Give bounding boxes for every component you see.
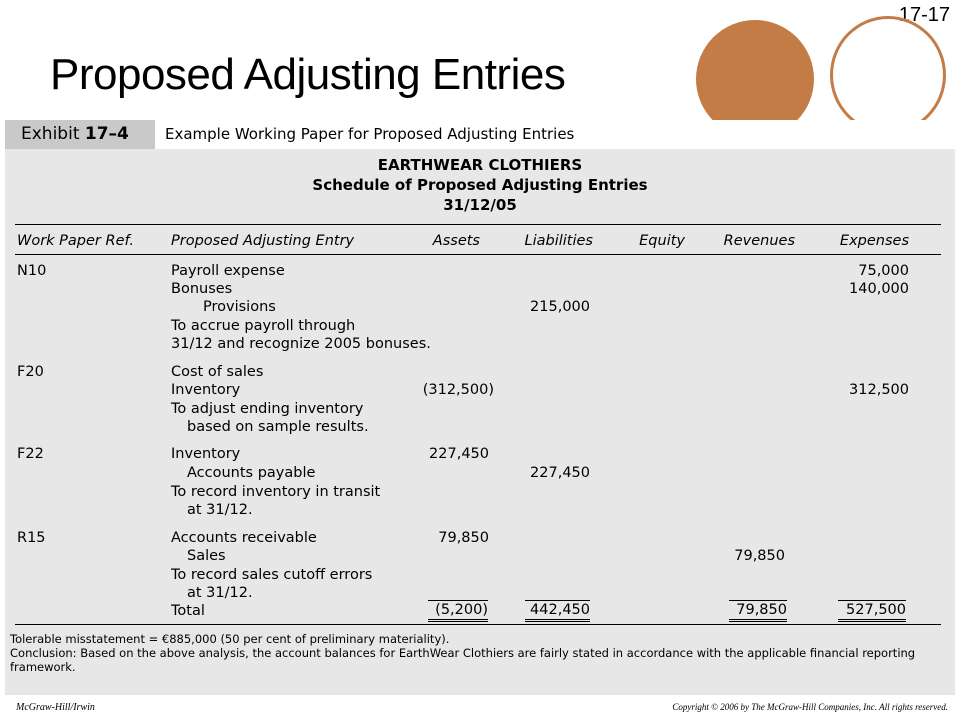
- entry-line: at 31/12.: [187, 502, 253, 518]
- revenues-value: 79,850: [734, 548, 785, 564]
- entry-line: at 31/12.: [187, 585, 253, 601]
- expenses-value: 140,000: [849, 281, 909, 297]
- conclusion-note: Conclusion: Based on the above analysis, the account balances for EarthWear Clothiers are fairly stated in accordance with the applicable financial reporting framework.: [10, 646, 916, 674]
- publisher-footer: McGraw-Hill/Irwin: [16, 702, 95, 713]
- col-header-liabilities: Liabilities: [524, 233, 593, 249]
- entry-line: Accounts payable: [187, 465, 316, 481]
- exhibit-header: [5, 120, 955, 149]
- entry-line: Provisions: [203, 299, 276, 315]
- entry-line: Bonuses: [171, 281, 233, 297]
- total-assets: (5,200): [428, 600, 488, 622]
- entry-line: Inventory: [171, 382, 241, 398]
- expenses-value: 75,000: [858, 263, 909, 279]
- exhibit-notes: [10, 632, 930, 674]
- entry-line: To record inventory in transit: [171, 484, 381, 500]
- entry-ref: R15: [17, 530, 46, 546]
- entry-line: 31/12 and recognize 2005 bonuses.: [171, 336, 431, 352]
- total-liabilities: 442,450: [525, 600, 590, 622]
- assets-value: 79,850: [438, 530, 489, 546]
- schedule-title: Schedule of Proposed Adjusting Entries: [312, 176, 648, 194]
- entry-line: Inventory: [171, 446, 241, 462]
- slide-title: Proposed Adjusting Entries: [50, 50, 566, 99]
- table-bottom-rule: [15, 624, 941, 625]
- assets-value: 227,450: [429, 446, 489, 462]
- entry-line: based on sample results.: [187, 419, 369, 435]
- entry-ref: N10: [17, 263, 47, 279]
- exhibit-panel: [5, 120, 955, 695]
- entry-line: To record sales cutoff errors: [171, 567, 373, 583]
- col-header-expenses: Expenses: [839, 233, 909, 249]
- tolerable-misstatement-note: Tolerable misstatement = €885,000 (50 per cent of preliminary materiality).: [10, 632, 450, 646]
- header-bottom-rule: [15, 254, 941, 255]
- entry-line: Sales: [187, 548, 226, 564]
- total-expenses: 527,500: [838, 600, 906, 622]
- liabilities-value: 227,450: [530, 465, 590, 481]
- header-top-rule: [15, 224, 941, 225]
- entry-line: Payroll expense: [171, 263, 285, 279]
- expenses-value: 312,500: [849, 382, 909, 398]
- assets-value: (312,500): [422, 382, 494, 398]
- total-revenues: 79,850: [729, 600, 787, 622]
- decorative-ring-circle: [830, 16, 946, 134]
- liabilities-value: 215,000: [530, 299, 590, 315]
- col-header-ref: Work Paper Ref.: [17, 233, 134, 249]
- exhibit-tag: Exhibit 17–4: [5, 120, 155, 149]
- col-header-equity: Equity: [639, 233, 685, 249]
- col-header-revenues: Revenues: [723, 233, 795, 249]
- entry-ref: F20: [17, 364, 44, 380]
- entry-line: To accrue payroll through: [171, 318, 356, 334]
- company-name: EARTHWEAR CLOTHIERS: [377, 156, 583, 174]
- entry-line: To adjust ending inventory: [171, 401, 364, 417]
- schedule-date: 31/12/05: [443, 196, 517, 214]
- exhibit-caption: Example Working Paper for Proposed Adjusting Entries: [165, 125, 575, 143]
- total-label: Total: [171, 603, 205, 619]
- col-header-assets: Assets: [432, 233, 480, 249]
- entry-ref: F22: [17, 446, 44, 462]
- copyright-footer: Copyright © 2006 by The McGraw-Hill Companies, Inc. All rights reserved.: [672, 702, 948, 712]
- slide-number: 17-17: [898, 4, 950, 26]
- entry-line: Accounts receivable: [171, 530, 317, 546]
- col-header-entry: Proposed Adjusting Entry: [171, 233, 355, 249]
- entry-line: Cost of sales: [171, 364, 264, 380]
